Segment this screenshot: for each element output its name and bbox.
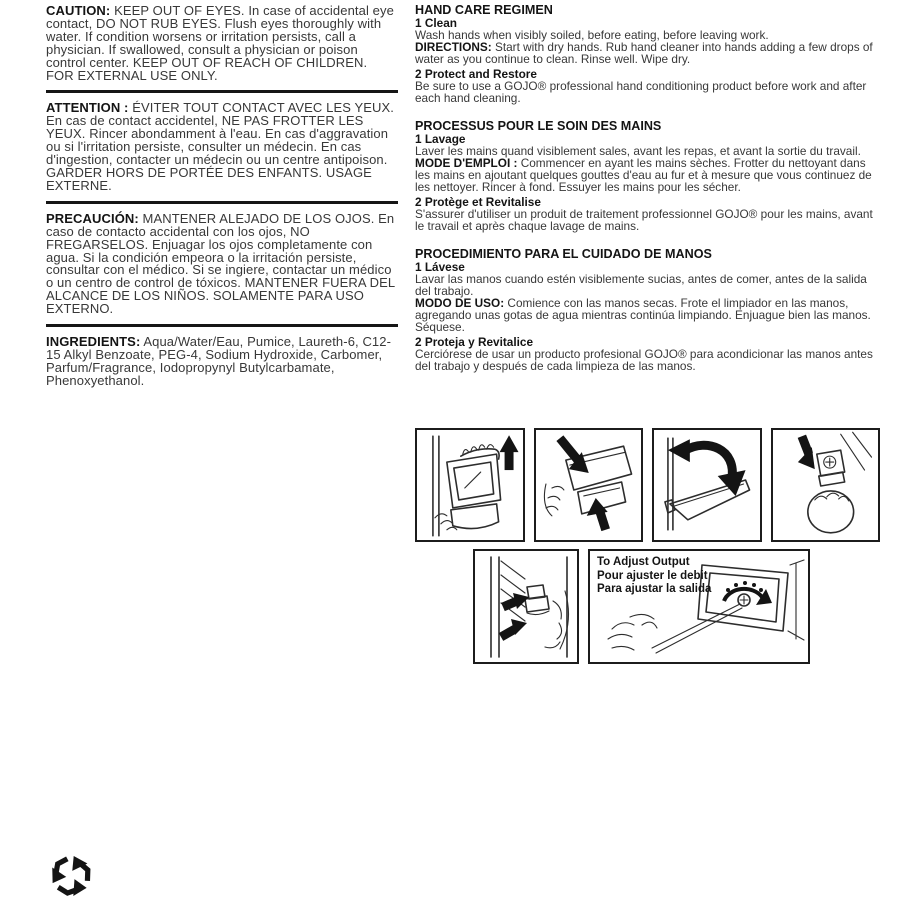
- step2-text-es: Cerciórese de usar un producto profesional GOJO® para acondicionar las manos antes del trabajo y después de cada limpieza de las manos.: [415, 347, 873, 373]
- caution-label: CAUTION:: [46, 3, 111, 18]
- step1-label-es: 1 Lávese: [415, 260, 465, 274]
- step1-text-es: Lavar las manos cuando estén visiblemente sucias, antes de comer, antes de la salida del trabajo.: [415, 272, 867, 298]
- ingredients-paragraph: [46, 336, 398, 388]
- directions-text-es: Comience con las manos secas. Frote el limpiador en las manos, agregando unas gotas de agua mientras continúa limpiando. Enjuague bien las manos. Séquese.: [415, 296, 871, 334]
- precaucion-label: PRECAUCIÓN:: [46, 210, 139, 226]
- attach-valve-icon: [773, 430, 879, 540]
- regimen-section-french: [415, 120, 877, 232]
- directions-paragraph-en: [415, 41, 877, 65]
- ingredients-label: INGREDIENTS:: [46, 334, 141, 350]
- directions-paragraph-fr: [415, 157, 877, 193]
- figure-snap-valve-into-place: [473, 549, 579, 664]
- insert-refill-icon: [536, 430, 642, 540]
- step2-label-fr: 2 Protège et Revitalise: [415, 195, 541, 209]
- divider: [46, 90, 398, 93]
- regimen-heading-en: HAND CARE REGIMEN: [415, 3, 553, 17]
- regimen-heading-es: PROCEDIMIENTO PARA EL CUIDADO DE MANOS: [415, 247, 712, 261]
- regimen-column: [415, 4, 877, 388]
- dispenser-instruction-figures: [415, 428, 880, 664]
- directions-label-es: MODO DE USO:: [415, 296, 505, 310]
- directions-text-en: Start with dry hands. Rub hand cleaner into hands adding a few drops of water as you continue to clean. Rinse well. Wipe dry.: [415, 40, 873, 66]
- step2-label-en: 2 Protect and Restore: [415, 67, 537, 81]
- arrow-up-icon: [586, 498, 607, 530]
- step1-text-en: Wash hands when visibly soiled, before eating, before leaving work.: [415, 28, 769, 42]
- regimen-section-english: [415, 4, 877, 104]
- adjustment-tool-icon: [652, 604, 742, 653]
- step2-label-es: 2 Proteja y Revitalice: [415, 335, 534, 349]
- close-cover-icon: [654, 430, 760, 540]
- step2-text-fr: S'assurer d'utiliser un produit de traitement professionnel GOJO® pour les mains, avant le travail et après chaque lavage de mains.: [415, 207, 873, 233]
- arrow-right-icon: [501, 619, 527, 637]
- snap-valve-icon: [475, 551, 577, 662]
- caution-paragraph: [46, 5, 398, 82]
- attention-label: ATTENTION :: [46, 100, 129, 116]
- divider: [46, 324, 398, 327]
- regimen-heading-fr: PROCESSUS POUR LE SOIN DES MAINS: [415, 119, 662, 133]
- adjust-output-caption: [597, 556, 711, 597]
- step1-label-fr: 1 Lavage: [415, 132, 466, 146]
- adjust-output-line-en: To Adjust Output: [597, 556, 690, 568]
- regimen-section-spanish: [415, 248, 877, 372]
- step1-text-fr: Laver les mains quand visiblement sales, avant les repas, et avant la sortie du travail.: [415, 144, 861, 158]
- divider: [46, 201, 398, 204]
- step1-label-en: 1 Clean: [415, 16, 457, 30]
- adjust-output-line-es: Para ajustar la salida: [597, 583, 712, 595]
- precaucion-text: MANTENER ALEJADO DE LOS OJOS. En caso de contacto accidental con los ojos, NO FREGARSELOS. Enjuagar los ojos completamente con agua. Si la condición empeora o la irritación persiste, consultar con el médico. Si se ingiere, contactar un médico o un centro de control de tóxicos. MANTENER FUERA DEL ALCANCE DE LOS NIÑOS. SOLAMENTE PARA USO EXTERNO.: [46, 210, 395, 317]
- recycling-icon: [42, 842, 100, 900]
- figure-insert-refill-cartridge: [534, 428, 644, 542]
- directions-label-en: DIRECTIONS:: [415, 40, 492, 54]
- dial-icon: [724, 581, 772, 606]
- step2-text-en: Be sure to use a GOJO® professional hand conditioning product before work and after each hand cleaning.: [415, 79, 867, 105]
- open-dispenser-cover-icon: [417, 430, 523, 540]
- directions-text-fr: Commencer en ayant les mains sèches. Frotter du nettoyant dans les mains en ajoutant quelques gouttes d'eau au fur et à mesure que vous continuez de les nettoyer. Rincer à fond. Essuyer les mains pour les sécher.: [415, 156, 872, 194]
- arrow-up-icon: [500, 435, 519, 470]
- figure-row-2: [473, 549, 880, 664]
- attention-paragraph: [46, 102, 398, 192]
- warnings-column: [46, 5, 398, 388]
- attention-text: ÉVITER TOUT CONTACT AVEC LES YEUX. En cas de contact accidentel, NE PAS FROTTER LES YEUX. Rincer abondamment à l'eau. En cas d'aggravation ou si l'irritation persiste, consulter un médecin. En cas d'ingestion, contacter un médecin ou un centre antipoison. GARDER HORS DE PORTÉE DES ENFANTS. USAGE EXTERNE.: [46, 100, 394, 193]
- directions-paragraph-es: [415, 297, 877, 333]
- figure-lower-dispenser-cover: [652, 428, 762, 542]
- adjust-output-line-fr: Pour ajuster le debit: [597, 569, 708, 582]
- curved-arrow-icon: [668, 439, 746, 496]
- figure-row-1: [415, 428, 880, 542]
- figure-open-dispenser-cover: [415, 428, 525, 542]
- directions-label-fr: MODE D'EMPLOI :: [415, 156, 518, 170]
- precaucion-paragraph: [46, 210, 398, 317]
- ingredients-text: Aqua/Water/Eau, Pumice, Laureth-6, C12-15 Alkyl Benzoate, PEG-4, Sodium Hydroxide, Carbomer, Parfum/Fragrance, Iodopropynyl Butylcarbamate, Phenoxyethanol.: [46, 334, 392, 388]
- figure-attach-nozzle-valve: [771, 428, 881, 542]
- figure-adjust-output: [588, 549, 810, 664]
- caution-text: KEEP OUT OF EYES. In case of accidental eye contact, DO NOT RUB EYES. Flush eyes thoroughly with water. If condition worsens or irritation persists, call a physician. If swallowed, consult a physician or poison control center. KEEP OUT OF REACH OF CHILDREN. FOR EXTERNAL USE ONLY.: [46, 3, 394, 83]
- arrow-down-icon: [797, 436, 814, 469]
